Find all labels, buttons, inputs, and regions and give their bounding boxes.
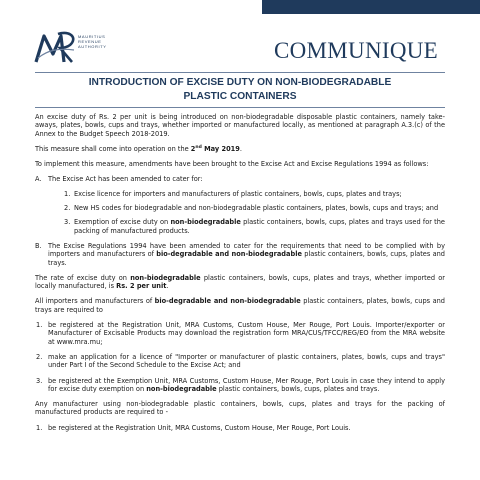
- logo-text: MAURITIUS REVENUE AUTHORITY: [78, 34, 107, 49]
- mra-logo-icon: [34, 28, 78, 66]
- document-type: COMMUNIQUE: [274, 38, 438, 63]
- list-a-items: [48, 190, 445, 235]
- document-body: [35, 113, 445, 439]
- paragraph-rate: The rate of excise duty on non-biodegradable plastic containers, bowls, cups, plates and trays, whether imported or locally manufactured, is Rs. 2 per unit.: [35, 273, 445, 291]
- list-marker: B.: [35, 241, 42, 250]
- paragraph-effective-date: This measure shall come into operation on the 2nd May 2019.: [35, 144, 242, 153]
- mra-logo: [34, 28, 138, 66]
- paragraph-implementation: To implement this measure, amendments have been brought to the Excise Act and Excise Regulations 1994 as follows:: [35, 160, 429, 169]
- list-item: 2. make an application for a licence of "Importer or manufacturer of plastic containers, plates, bowls, cups and trays" under Part I of the Second Schedule to the Excise Act; and: [36, 352, 445, 370]
- paragraph-requirements: All importers and manufacturers of bio-degradable and non-biodegradable plastic containers, plates, bowls, cups and trays are required to: [35, 297, 445, 314]
- paragraph-intro: An excise duty of Rs. 2 per unit is being introduced on non-biodegradable disposable plastic containers, namely take-aways, plates, bowls, cups and trays, whether imported or manufactured locally, as mentioned at paragraph A.3.(c) of the Annex to the Budget Speech 2018-2019.: [35, 113, 445, 138]
- list-item-a: A. The Excise Act has been amended to cater for: 1. Excise licence for importers and manufacturers of plastic containers, bowls, cups, plates and trays; 2. New HS codes for biodegradable and non-biodegradable plastic containers, plates, bowls, cups and trays; and 3. Exemption of excise duty on non-biodegradable plastic containers, bowls, cups, plates and trays used for the packing of manufactured products.: [35, 175, 445, 235]
- list-marker: A.: [35, 175, 42, 184]
- paragraph-manufacturers: Any manufacturer using non-biodegradable plastic containers, bowls, cups, plates and trays for the packing of manufactured products are required to -: [35, 400, 445, 417]
- header-bar: [262, 0, 480, 14]
- list-item: 1. be registered at the Registration Unit, MRA Customs, Custom House, Mer Rouge, Port Louis.: [36, 423, 351, 432]
- list-item: 1. Excise licence for importers and manufacturers of plastic containers, bowls, cups, plates and trays;: [64, 189, 402, 198]
- list-item: 3. Exemption of excise duty on non-biodegradable plastic containers, bowls, cups, plates and trays used for the packing of manufactured products.: [64, 218, 445, 235]
- list-item: 2. New HS codes for biodegradable and non-biodegradable plastic containers, plates, bowls, cups and trays; and: [64, 204, 439, 213]
- list-item-b: B. The Excise Regulations 1994 have been amended to cater for the requirements that need to be complied with by importers and manufacturers of bio-degradable and non-biodegradable plastic containers, bowls, cups, plates and trays.: [35, 241, 445, 267]
- list-item: 1. be registered at the Registration Unit, MRA Customs, Custom House, Mer Rouge, Port Louis. Importer/exporter or Manufacturer of Excisable Products may download the registration form MRA/CUS/TFCC/REG/EO from the MRA website at www.mra.mu;: [36, 321, 445, 346]
- list-item: 3. be registered at the Exemption Unit, MRA Customs, Custom House, Mer Rouge, Port Louis in case they intend to apply for excise duty exemption on non-biodegradable plastic containers, bowls, cups, plates and trays.: [36, 376, 445, 393]
- document-title: INTRODUCTION OF EXCISE DUTY ON NON-BIODEGRADABLE PLASTIC CONTAINERS: [88, 77, 392, 102]
- title-box: [35, 72, 445, 108]
